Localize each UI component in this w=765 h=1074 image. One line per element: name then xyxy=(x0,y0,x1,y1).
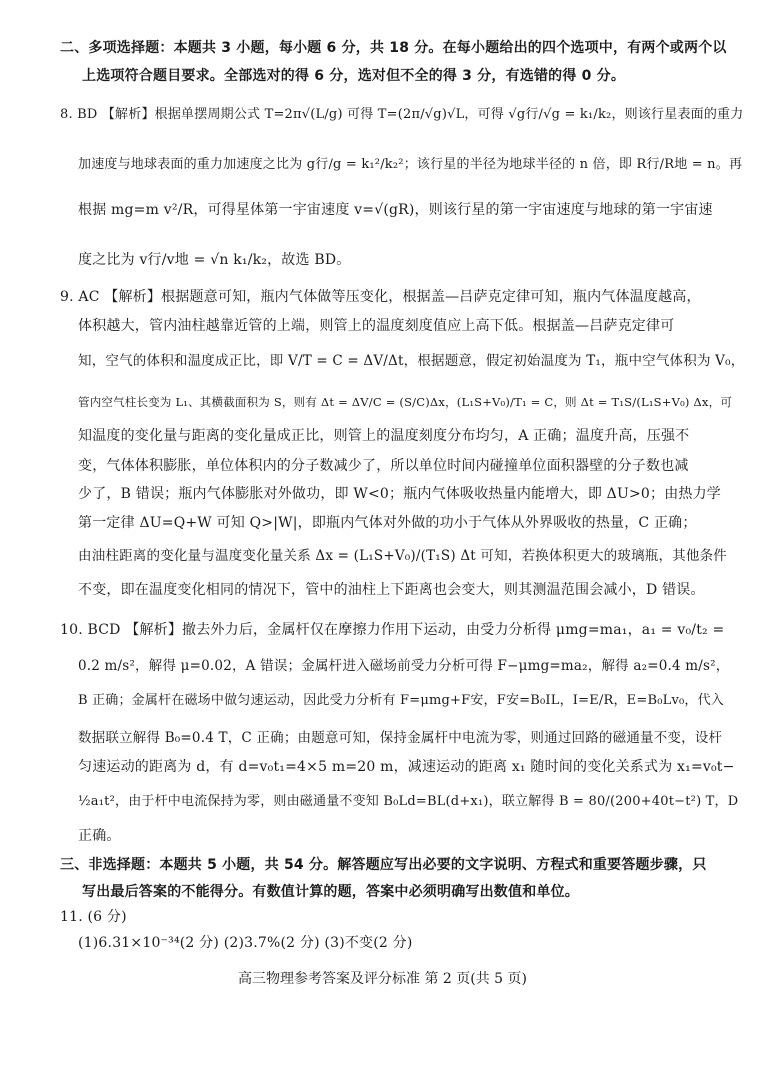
q10-line6: ½a₁t²，由于杆中电流保持为零，则由磁通量不变知 B₀Ld=BL(d+x₁)，联立解得 B = 80/(200+40t−t²) T，D xyxy=(78,794,739,809)
section2-header-line1: 二、多项选择题：本题共 3 小题，每小题 6 分，共 18 分。在每小题给出的四个选项中，有两个或两个以 xyxy=(60,40,727,56)
q10-line7: 正确。 xyxy=(78,828,121,844)
q9-line8: 第一定律 ΔU=Q+W 可知 Q>|W|，即瓶内气体对外做的功小于气体从外界吸收的热量，C 正确； xyxy=(78,515,697,531)
section2-header-line2: 上选项符合题目要求。全部选对的得 6 分，选对但不全的得 3 分，有选错的得 0 分。 xyxy=(82,68,626,84)
section3-header-line2: 写出最后答案的不能得分。有数值计算的题，答案中必须明确写出数值和单位。 xyxy=(82,884,579,900)
q10-line5: 匀速运动的距离为 d，有 d=v₀t₁=4×5 m=20 m，减速运动的距离 x₁ 随时间的变化关系式为 x₁=v₀t− xyxy=(78,759,735,775)
q11-title: 11. (6 分) xyxy=(60,909,127,925)
q11-answers: (1)6.31×10⁻³⁴(2 分) (2)3.7%(2 分) (3)不变(2 分) xyxy=(78,935,413,951)
q9-line1: 9. AC 【解析】根据题意可知，瓶内气体做等压变化，根据盖—吕萨克定律可知，瓶内气体温度越高， xyxy=(60,289,701,305)
q8-line4: 度之比为 v行/v地 = √n k₁/k₂，故选 BD。 xyxy=(78,252,351,268)
q8-line3: 根据 mg=m v²/R，可得星体第一宇宙速度 v=√(gR)，则该行星的第一宇宙速度与地球的第一宇宙速 xyxy=(78,202,713,218)
q10-line3: B 正确；金属杆在磁场中做匀速运动，因此受力分析有 F=μmg+F安，F安=B₀IL，I=E/R，E=B₀Lv₀，代入 xyxy=(78,693,725,708)
q9-line7: 少了，B 错误；瓶内气体膨胀对外做功，即 W<0；瓶内气体吸收热量内能增大，即 ΔU>0；由热力学 xyxy=(78,486,722,502)
page-footer: 高三物理参考答案及评分标准 第 2 页(共 5 页) xyxy=(238,971,527,987)
section3-header-line1: 三、非选择题：本题共 5 小题，共 54 分。解答题应写出必要的文字说明、方程式和重要答题步骤，只 xyxy=(60,857,707,873)
q10-line2: 0.2 m/s²，解得 μ=0.02，A 错误；金属杆进入磁场前受力分析可得 F−μmg=ma₂，解得 a₂=0.4 m/s²， xyxy=(78,658,730,674)
q8-line1: 8. BD 【解析】根据单摆周期公式 T=2π√(L/g) 可得 T=(2π/√g)√L，可得 √g行/√g = k₁/k₂，则该行星表面的重力 xyxy=(60,107,744,122)
q9-line4: 管内空气柱长变为 L₁、其横截面积为 S，则有 Δt = ΔV/C = (S/C)Δx，(L₁S+V₀)/T₁ = C，则 Δt = T₁S/(L₁S+V₀) Δx，可 xyxy=(78,395,733,409)
q9-line2: 体积越大，管内油柱越靠近管的上端，则管上的温度刻度值应上高下低。根据盖—吕萨克定律可 xyxy=(78,318,675,334)
q9-line6: 变，气体体积膨胀，单位体积内的分子数减少了，所以单位时间内碰撞单位面积器壁的分子数也减 xyxy=(78,458,689,474)
q9-line3: 知，空气的体积和温度成正比，即 V/T = C = ΔV/Δt，根据题意，假定初始温度为 T₁，瓶中空气体积为 V₀， xyxy=(78,353,745,369)
q10-line4: 数据联立解得 B₀=0.4 T，C 正确；由题意可知，保持金属杆中电流为零，则通过回路的磁通量不变，设杆 xyxy=(78,730,723,746)
q9-line10: 不变，即在温度变化相同的情况下，管中的油柱上下距离也会变大，则其测温范围会减小，D 错误。 xyxy=(78,582,705,598)
q9-line5: 知温度的变化量与距离的变化量成正比，则管上的温度刻度分布均匀，A 正确；温度升高，压强不 xyxy=(78,428,690,444)
q10-line1: 10. BCD 【解析】撤去外力后，金属杆仅在摩擦力作用下运动，由受力分析得 μmg=ma₁，a₁ = v₀/t₂ = xyxy=(60,622,725,638)
q8-line2: 加速度与地球表面的重力加速度之比为 g行/g = k₁²/k₂²；该行星的半径为地球半径的 n 倍，即 R行/R地 = n。再 xyxy=(78,157,743,172)
q9-line9: 由油柱距离的变化量与温度变化量关系 Δx = (L₁S+V₀)/(T₁S) Δt 可知，若换体积更大的玻璃瓶，其他条件 xyxy=(78,548,727,564)
